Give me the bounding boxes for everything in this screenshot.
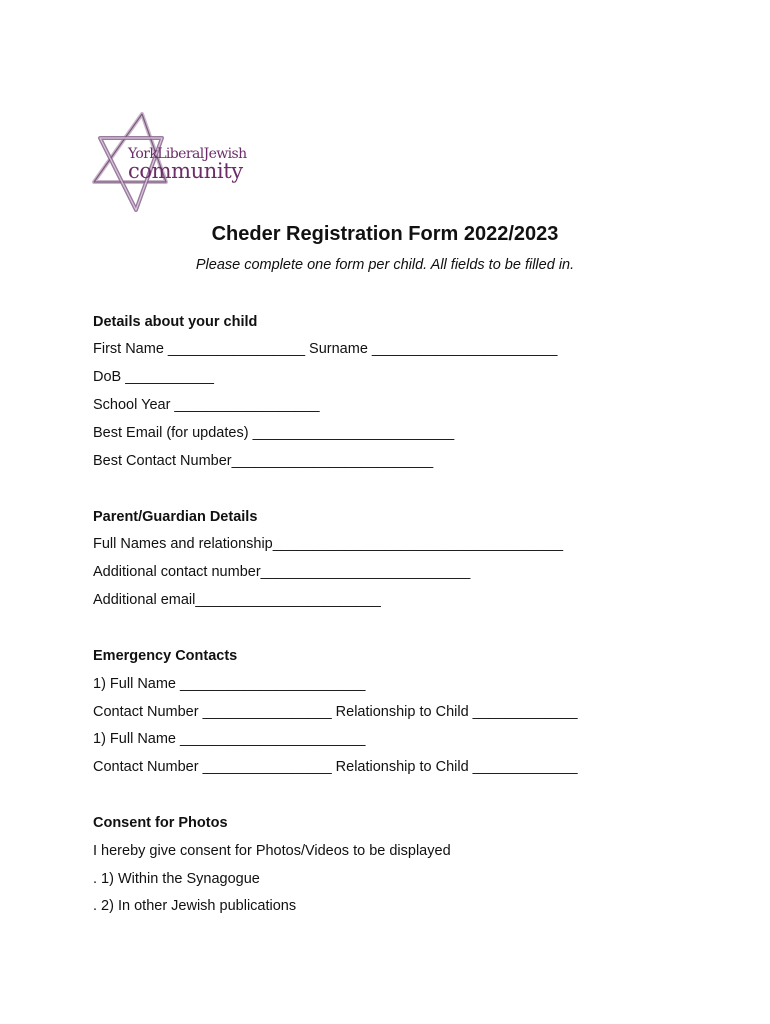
emergency-1-contact-field: Contact Number ________________ Relationship to Child _____________ (93, 704, 578, 720)
child-school-year-field: School Year __________________ (93, 397, 320, 413)
section-heading-emergency: Emergency Contacts (93, 648, 238, 664)
parent-additional-email-field: Additional email_______________________ (93, 592, 381, 608)
section-heading-child: Details about your child (93, 314, 258, 330)
child-email-field: Best Email (for updates) _________________________ (93, 425, 455, 441)
child-dob-field: DoB ___________ (93, 369, 214, 385)
parent-additional-number-field: Additional contact number__________________________ (93, 564, 471, 580)
logo-text-bottom: community (128, 159, 243, 183)
emergency-2-name-field: 1) Full Name _______________________ (93, 731, 366, 747)
form-title: Cheder Registration Form 2022/2023 (211, 223, 559, 245)
photo-consent-option-1: . 1) Within the Synagogue (93, 871, 260, 887)
form-instructions: Please complete one form per child. All fields to be filled in. (195, 257, 575, 273)
parent-full-names-field: Full Names and relationship____________________________________ (93, 536, 564, 552)
photo-consent-statement: I hereby give consent for Photos/Videos to be displayed (93, 843, 451, 859)
emergency-2-contact-field: Contact Number ________________ Relationship to Child _____________ (93, 759, 578, 775)
emergency-1-name-field: 1) Full Name _______________________ (93, 676, 366, 692)
child-name-fields: First Name _________________ Surname _______________________ (93, 341, 558, 357)
logo-text-top: YorkLiberalJewish (128, 146, 247, 162)
section-heading-parent: Parent/Guardian Details (93, 509, 258, 525)
photo-consent-option-2: . 2) In other Jewish publications (93, 898, 297, 914)
section-heading-photos: Consent for Photos (93, 815, 228, 831)
organization-logo (88, 110, 247, 214)
child-contact-field: Best Contact Number_________________________ (93, 453, 434, 469)
